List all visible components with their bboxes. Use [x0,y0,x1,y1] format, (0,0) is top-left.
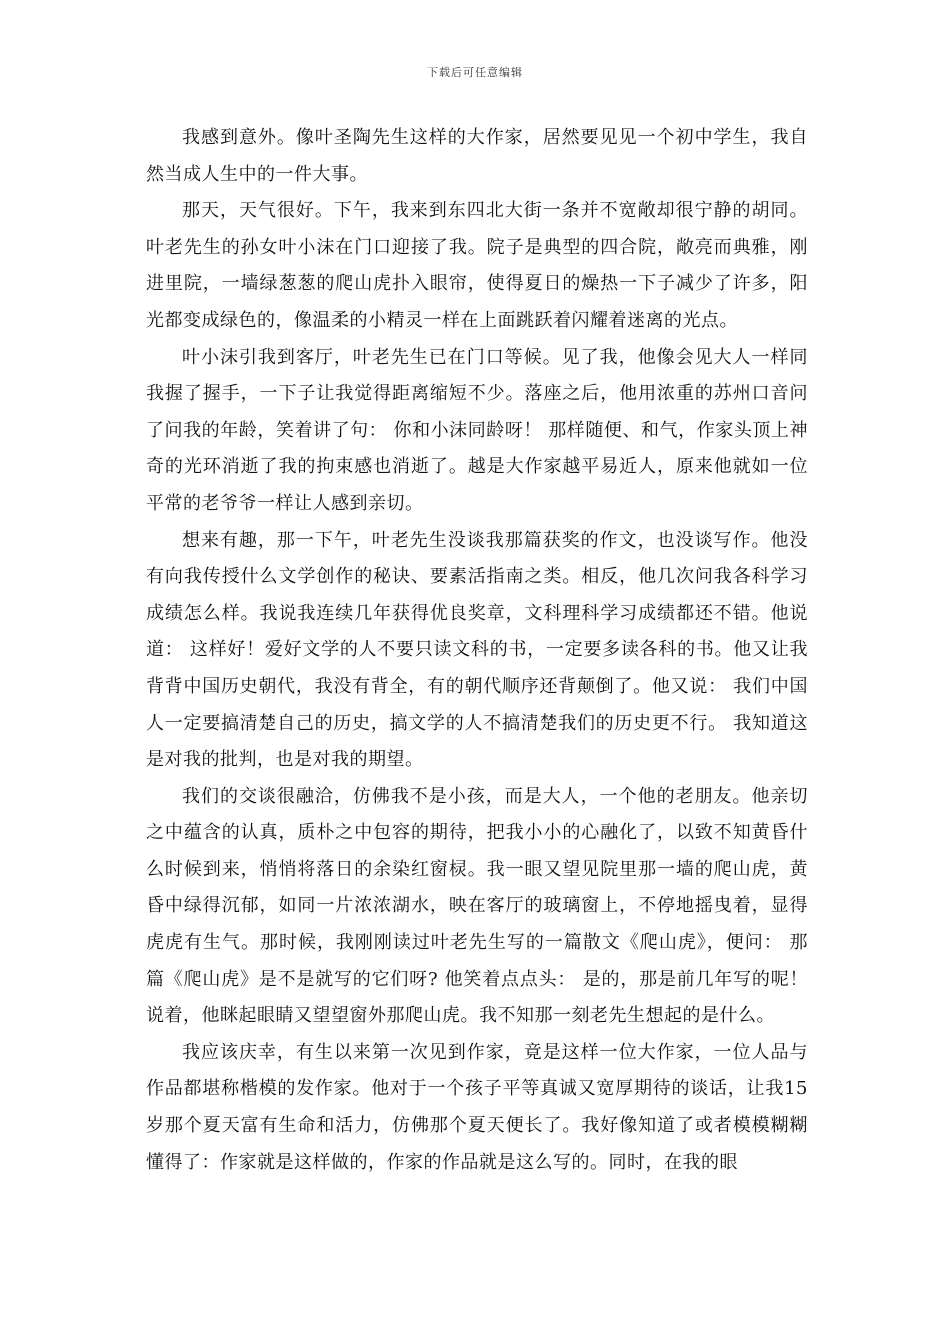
page-header: 下载后可任意编辑 [427,66,523,79]
paragraph: 我们的交谈很融洽，仿佛我不是小孩，而是大人，一个他的老朋友。他亲切之中蕴含的认真，质朴之中包容的期待，把我小小的心融化了，以致不知黄昏什么时候到来，悄悄将落日的余染红窗棂。我一眼又望见院里那一墙的爬山虎，黄昏中绿得沉郁，如同一片浓浓湖水，映在客厅的玻璃窗上，不停地摇曳着，显得虎虎有生气。那时候，我刚刚读过叶老先生写的一篇散文《爬山虎》，便问： 那篇《爬山虎》是不是就写的它们呀? 他笑着点点头： 是的，那是前几年写的呢！ 说着，他眯起眼睛又望望窗外那爬山虎。我不知那一刻老先生想起的是什么。 [146,785,808,1027]
document-body [146,120,808,1181]
paragraph: 我感到意外。像叶圣陶先生这样的大作家，居然要见见一个初中学生，我自然当成人生中的一件大事。 [146,127,808,185]
paragraph: 我应该庆幸，有生以来第一次见到作家，竟是这样一位大作家，一位人品与作品都堪称楷模的发作家。他对于一个孩子平等真诚又宽厚期待的谈话，让我15岁那个夏天富有生命和活力，仿佛那个夏天便长了。我好像知道了或者模模糊糊懂得了：作家就是这样做的，作家的作品就是这么写的。同时，在我的眼 [146,1041,808,1173]
paragraph: 叶小沫引我到客厅，叶老先生已在门口等候。见了我，他像会见大人一样同我握了握手，一下子让我觉得距离缩短不少。落座之后，他用浓重的苏州口音问了问我的年龄，笑着讲了句： 你和小沫同龄呀！ 那样随便、和气，作家头顶上神奇的光环消逝了我的拘束感也消逝了。越是大作家越平易近人，原来他就如一位平常的老爷爷一样让人感到亲切。 [146,346,808,514]
paragraph: 想来有趣，那一下午，叶老先生没谈我那篇获奖的作文，也没谈写作。他没有向我传授什么文学创作的秘诀、要素活指南之类。相反，他几次问我各科学习成绩怎么样。我说我连续几年获得优良奖章，文科理科学习成绩都还不错。他说道： 这样好！爱好文学的人不要只读文科的书，一定要多读各科的书。他又让我背背中国历史朝代，我没有背全，有的朝代顺序还背颠倒了。他又说： 我们中国人一定要搞清楚自己的历史，搞文学的人不搞清楚我们的历史更不行。 我知道这是对我的批判，也是对我的期望。 [146,529,808,771]
paragraph: 那天，天气很好。下午，我来到东四北大街一条并不宽敞却很宁静的胡同。叶老先生的孙女叶小沫在门口迎接了我。院子是典型的四合院，敞亮而典雅，刚进里院，一墙绿葱葱的爬山虎扑入眼帘，使得夏日的燥热一下子减少了许多，阳光都变成绿色的，像温柔的小精灵一样在上面跳跃着闪耀着迷离的光点。 [146,200,808,331]
